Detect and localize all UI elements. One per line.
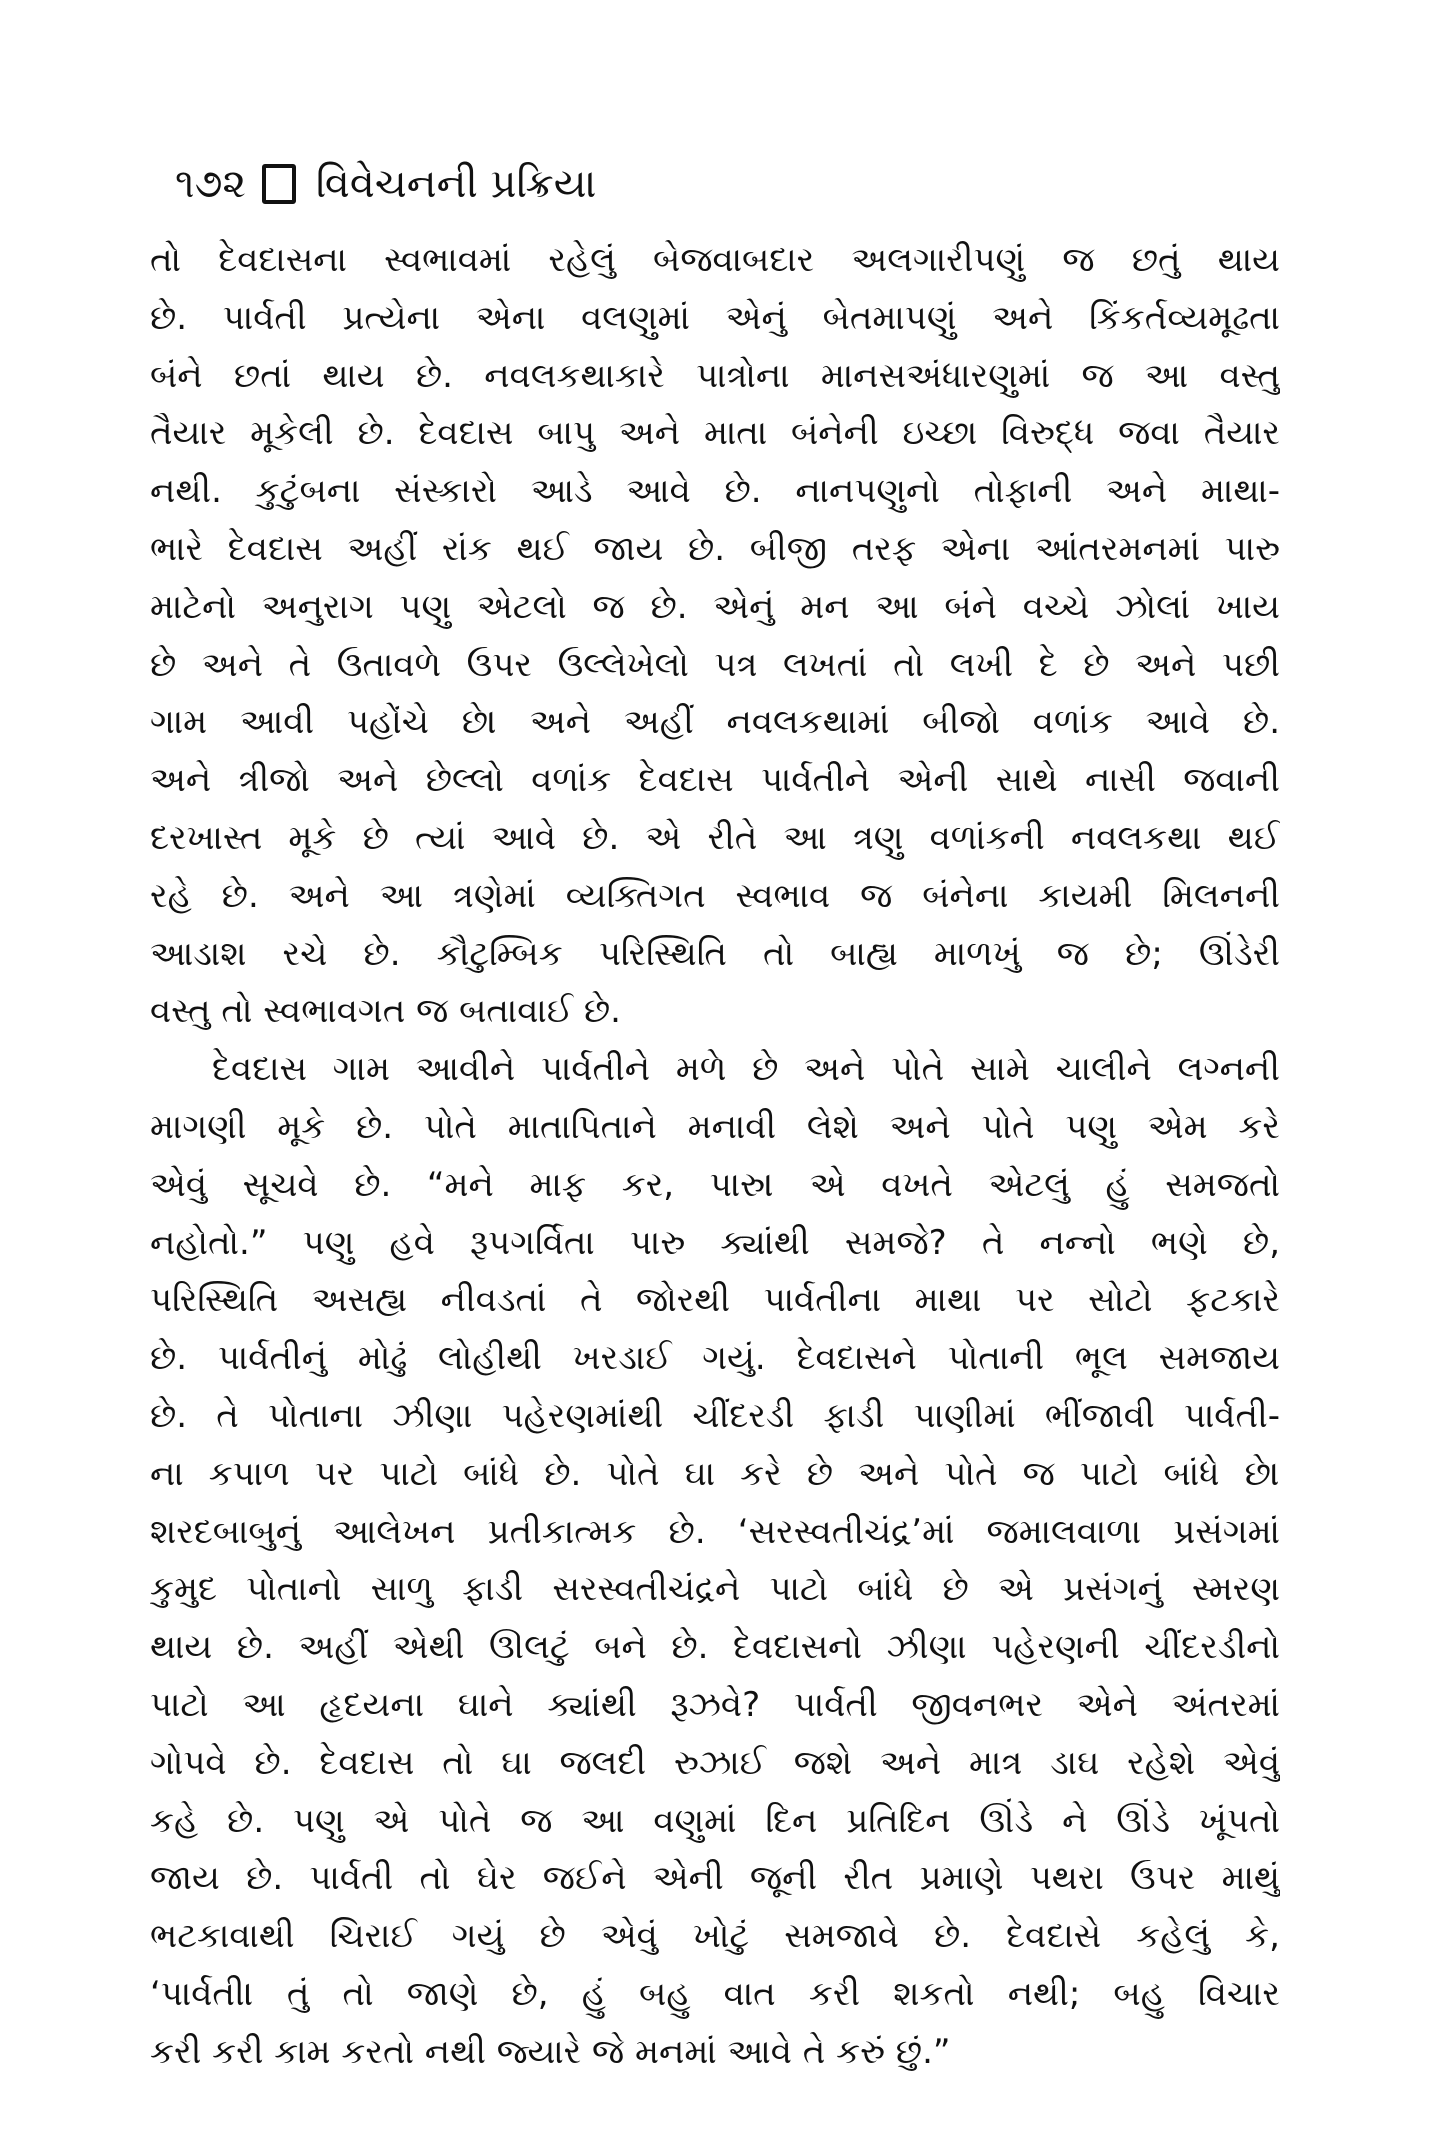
text-line: દરખાસ્ત મૂકે છે ત્યાં આવે છે. એ રીતે આ ત્રણુ વળાંકની નવલકથા થઈ — [150, 817, 1280, 858]
running-head — [175, 152, 596, 216]
text-line: અને ત્રીજો અને છેલ્લો વળાંક દેવદાસ પાર્વતીને એની સાથે નાસી જવાની — [150, 760, 1280, 801]
paragraph-2 — [150, 1041, 1280, 2081]
text-line: ભારે દેવદાસ અહીં રાંક થઈ જાય છે. બીજી તરફ એના આંતરમનમાં પારુ — [150, 528, 1280, 569]
text-line: તૈયાર મૂકેલી છે. દેવદાસ બાપુ અને માતા બંનેની ઇચ્છા વિરુદ્ધ જવા તૈયાર — [150, 413, 1280, 454]
running-title: વિવેચનની પ્રક્રિયા — [315, 161, 597, 207]
text-line: છે. તે પોતાના ઝીણા પહેરણમાંથી ચીંદરડી ફાડી પાણીમાં ભીંજાવી પાર્વતી- — [150, 1395, 1280, 1436]
text-line: માગણી મૂકે છે. પોતે માતાપિતાને મનાવી લેશે અને પોતે પણુ એમ કરે — [150, 1106, 1280, 1147]
text-line: પરિસ્થિતિ અસહ્ય નીવડતાં તે જોરથી પાર્વતીના માથા પર સોટો ફટકારે — [150, 1280, 1280, 1321]
text-line: શરદબાબુનું આલેખન પ્રતીકાત્મક છે. ‘સરસ્વતીચંદ્ર’માં જમાલવાળા પ્રસંગમાં — [150, 1511, 1280, 1552]
text-line: માટેનો અનુરાગ પણુ એટલો જ છે. એનું મન આ બંને વચ્ચે ઝોલાં ખાય — [150, 586, 1280, 627]
text-line: છે. પાર્વતી પ્રત્યેના એના વલણુમાં એનું બેતમાપણું અને કિંકર્તવ્યમૂઢતા — [150, 297, 1280, 338]
body-text — [150, 232, 1280, 2082]
text-line: કરી કરી કામ કરતો નથી જ્યારે જે મનમાં આવે તે કરું છું.” — [150, 2031, 951, 2072]
text-line: ના કપાળ પર પાટો બાંધે છે. પોતે ઘા કરે છે અને પોતે જ પાટો બાંધે છે। — [150, 1453, 1280, 1494]
text-line: ગામ આવી પહોંચે છે। અને અહીં નવલકથામાં બીજો વળાંક આવે છે. — [150, 702, 1280, 743]
text-line: ગોપવે છે. દેવદાસ તો ઘા જલદી રુઝાઈ જશે અને માત્ર ડાઘ રહેશે એવું — [150, 1742, 1280, 1783]
text-line: વસ્તુ તો સ્વભાવગત જ બતાવાઈ છે. — [150, 991, 621, 1032]
header-box-ornament — [262, 164, 296, 204]
page-number: ૧૭૨ — [175, 161, 246, 207]
text-line: જાય છે. પાર્વતી તો ઘેર જઈને એની જૂની રીત પ્રમાણે પથરા ઉપર માથું — [150, 1858, 1280, 1899]
text-line: છે અને તે ઉતાવળે ઉપર ઉલ્લેખેલો પત્ર લખતાં તો લખી દે છે અને પછી — [150, 644, 1280, 685]
text-line: પાટો આ હૃદયના ઘાને ક્યાંથી રૂઝવે? પાર્વતી જીવનભર એને અંતરમાં — [150, 1684, 1280, 1725]
text-line: કહે છે. પણુ એ પોતે જ આ વણુમાં દિન પ્રતિદિન ઊંડે ને ઊંડે ખૂંપતો — [150, 1800, 1280, 1841]
text-line: એવું સૂચવે છે. “મને માફ કર, પારુ। એ વખતે એટલું હું સમજતો — [150, 1164, 1280, 1205]
text-line: રહે છે. અને આ ત્રણેમાં વ્યક્તિગત સ્વભાવ જ બંનેના કાયમી મિલનની — [150, 875, 1280, 916]
text-line: છે. પાર્વતીનું મોઢું લોહીથી ખરડાઈ ગયું. દેવદાસને પોતાની ભૂલ સમજાય — [150, 1338, 1280, 1379]
text-line: કુમુદ પોતાનો સાળુ ફાડી સરસ્વતીચંદ્રને પાટો બાંધે છે એ પ્રસંગનું સ્મરણ — [150, 1569, 1280, 1610]
text-line: ‘પાર્વતી। તું તો જાણે છે, હું બહુ વાત કરી શકતો નથી; બહુ વિચાર — [150, 1973, 1280, 2014]
text-line: નહોતો.” પણુ હવે રૂપગર્વિતા પારુ ક્યાંથી સમજે? તે નન્નો ભણે છે, — [150, 1222, 1280, 1263]
text-line: દેવદાસ ગામ આવીને પાર્વતીને મળે છે અને પોતે સામે ચાલીને લગ્નની — [212, 1049, 1280, 1090]
text-line: ભટકાવાથી ચિરાઈ ગયું છે એવું ખોટું સમજાવે છે. દેવદાસે કહેલું કે, — [150, 1916, 1280, 1957]
text-line: થાય છે. અહીં એથી ઊલટું બને છે. દેવદાસનો ઝીણા પહેરણની ચીંદરડીનો — [150, 1627, 1280, 1668]
text-line: આડાશ રચે છે. કૌટુમ્બિક પરિસ્થિતિ તો બાહ્ય માળખું જ છે; ઊંડેરી — [150, 933, 1280, 974]
text-line: તો દેવદાસના સ્વભાવમાં રહેલું બેજવાબદાર અલગારીપણું જ છતું થાય — [150, 240, 1280, 280]
paragraph-1 — [150, 232, 1280, 1041]
text-line: નથી. કુટુંબના સંસ્કારો આડે આવે છે. નાનપણુનો તોફાની અને માથા- — [150, 471, 1280, 512]
text-line: બંને છતાં થાય છે. નવલકથાકારે પાત્રોના માનસઅંધારણુમાં જ આ વસ્તુ — [150, 355, 1280, 396]
